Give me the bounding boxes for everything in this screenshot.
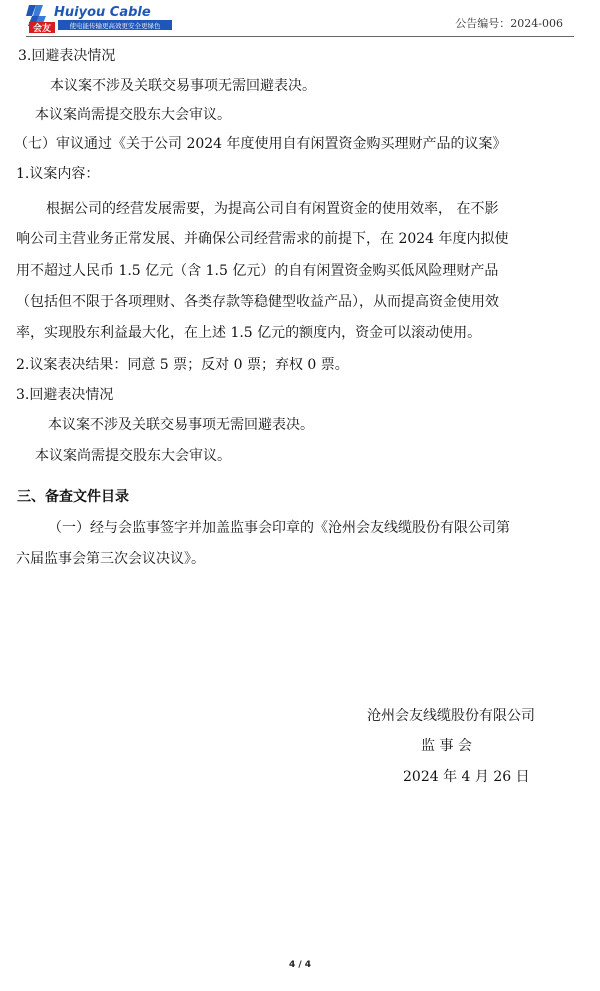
docs-line: 六届监事会第三次会议决议》。 <box>16 551 205 567</box>
signature-board: 监 事 会 <box>421 738 472 754</box>
body-line: 响公司主营业务正常发展、并确保公司经营需求的前提下，在 2024 年度内拟使 <box>16 231 509 247</box>
page-header <box>0 0 600 36</box>
huiyou-cable-logo <box>26 2 176 34</box>
body-line: （包括但不限于各项理财、各类存款等稳健型收益产品），从而提高资金使用效 <box>16 294 499 310</box>
docs-line: （一）经与会监事签字并加盖监事会印章的《沧州会友线缆股份有限公司第 <box>48 520 510 536</box>
body-line: 1.议案内容： <box>16 166 100 182</box>
svg-text:会友: 会友 <box>32 24 52 34</box>
body-line: 率，实现股东利益最大化，在上述 1.5 亿元的额度内，资金可以滚动使用。 <box>16 325 482 341</box>
page-number: 4 / 4 <box>288 960 312 970</box>
body-line: （七）审议通过《关于公司 2024 年度使用自有闲置资金购买理财产品的议案》 <box>14 136 507 152</box>
notice-number: 公告编号：2024-006 <box>455 17 563 30</box>
body-line: 本议案尚需提交股东大会审议。 <box>35 448 231 464</box>
body-line: 本议案尚需提交股东大会审议。 <box>35 107 231 123</box>
svg-text:使电能传输更高效更安全更绿色: 使电能传输更高效更安全更绿色 <box>69 22 161 30</box>
body-line: 本议案不涉及关联交易事项无需回避表决。 <box>48 417 314 433</box>
body-line: 3.回避表决情况 <box>16 387 114 403</box>
header-divider <box>26 36 574 37</box>
body-line: 本议案不涉及关联交易事项无需回避表决。 <box>50 78 316 94</box>
body-line: 3.回避表决情况 <box>18 48 116 64</box>
section-title: 三、备查文件目录 <box>17 489 129 505</box>
signature-date: 2024 年 4 月 26 日 <box>403 769 530 785</box>
body-line: 用不超过人民币 1.5 亿元（含 1.5 亿元）的自有闲置资金购买低风险理财产品 <box>16 263 499 279</box>
body-line: 2.议案表决结果：同意 5 票；反对 0 票；弃权 0 票。 <box>16 357 349 373</box>
signature-company: 沧州会友线缆股份有限公司 <box>367 708 535 724</box>
svg-text:Huiyou Cable: Huiyou Cable <box>54 5 151 20</box>
body-line: 根据公司的经营发展需要，为提高公司自有闲置资金的使用效率， 在不影 <box>46 201 499 217</box>
